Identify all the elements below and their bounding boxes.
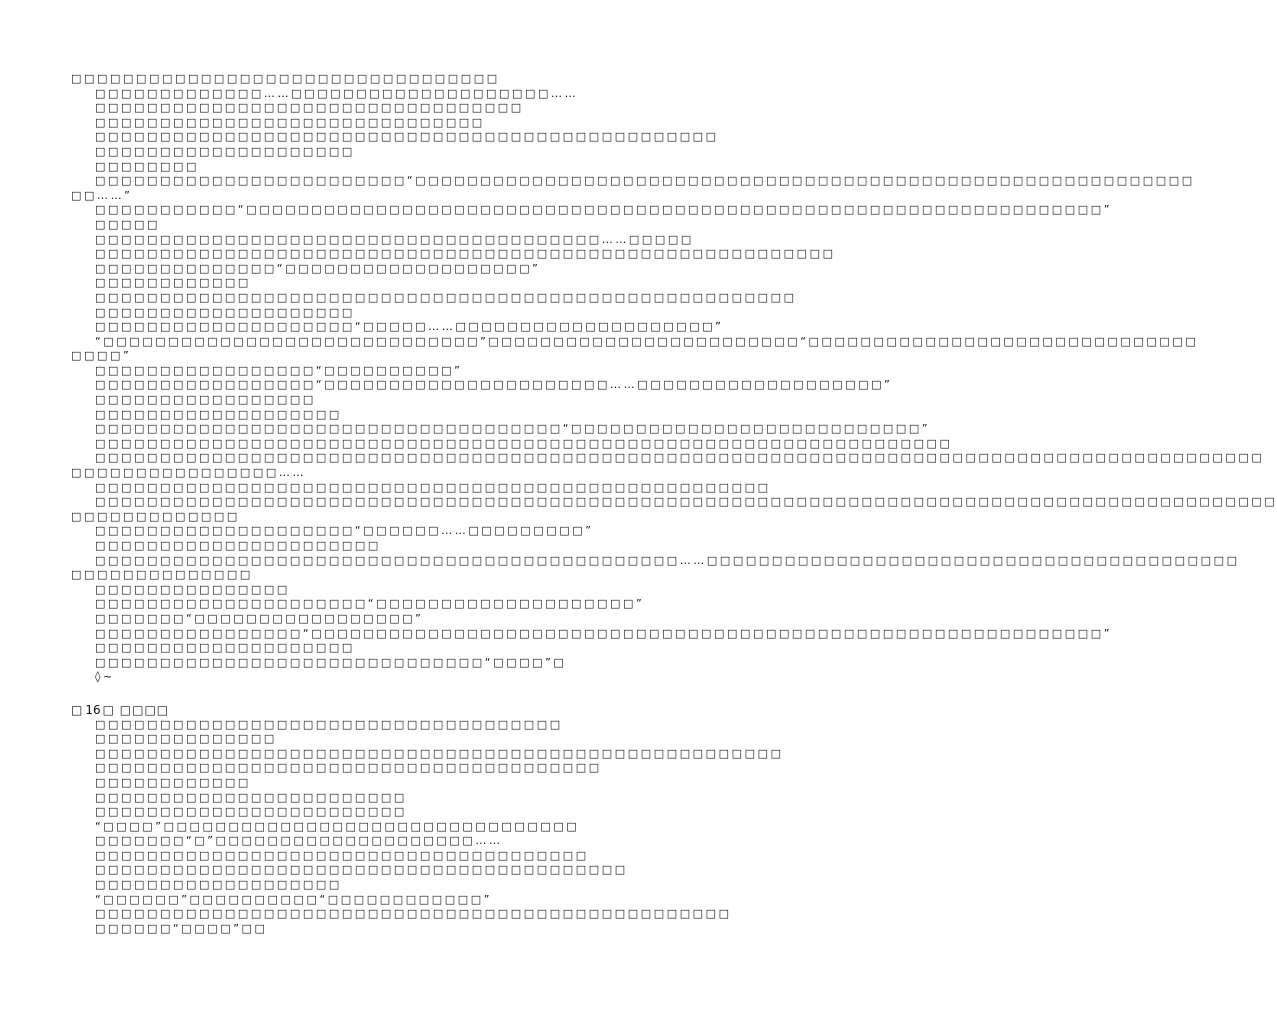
chapter-prefix: □	[71, 702, 84, 717]
text-line: □□□□□□□□□□□□□□□□□□□□□□□□□□□□□□□□□□□□□□□□□□□□□□□□□□□□□□□□□□□□□□□□□□□□□□□□□□□□□□□□□□□□□□□□□□□	[95, 495, 1277, 509]
text-line: □□□□□□□□□□□□□□□□□□□□□□□□□□□□□□□□□□□□	[95, 717, 563, 731]
text-line: □□□□□□□□□□□□□□□□□□□□□□□□□□□□□□□□□□□□□□□□□□□□□□□□□□□□□□□□□□□□□□□□□□□□□□□□□□□□□□□□□□□□□□□□□□	[95, 451, 1265, 465]
text-line: □□□□□□□□□□□□□□□□□□□□□□□□□□□□□□□□□□□□□□□□□□□□□□□□□□□□□□□□□□□□□□□□□□	[95, 436, 953, 450]
text-line: □□□□□□□□□□□□□□□□□□□□□□□□□□□□□□□□□□□□“□□□□□□□□□□□□□□□□□□□□□□□□□□□”	[95, 422, 931, 436]
text-line: □□□□□□□□□□□□□□□□……	[71, 466, 307, 480]
text-line: “□□□□□□□□□□□□□□□□□□□□□□□□□□□□□”□□□□□□□□□□□□□□□□□□□□□□□□“□□□□□□□□□□□□□□□□□□□□□□□□□□□□□□	[95, 334, 1199, 348]
text-line: □□□□□□□□□□□□□□	[95, 732, 277, 746]
document-page	[71, 72, 1277, 936]
text-line: □□□□□□□□□□□□	[95, 775, 251, 789]
text-line: □□□□□□□□	[95, 159, 199, 173]
text-line: “□□□□”□□□□□□□□□□□□□□□□□□□□□□□□□□□□□□□□	[95, 819, 580, 833]
text-line: □□□□□□□□□□□□□□□□□□□□□□□□□□□□□□□□□□□□□□□□□□□□□□□□□□□□□□	[95, 290, 797, 304]
text-line: □□□□□□□□□□□□□	[71, 509, 240, 523]
text-line: □□□□□□□□□□□□□□□□□	[95, 393, 316, 407]
text-line: □□□□□□□□□□□□□□□□□□□□□□□□□□□□□□□□□	[95, 101, 524, 115]
text-line: □□□□□□□“□□□□□□□□□□□□□□□□□”	[95, 611, 424, 625]
text-line: □□□□□□□□□□□□□□□□□□□□□□□□□□□□□□□□□□□□□□□□□□□□□□□□□□□□□	[95, 746, 784, 760]
text-line: □□□□□□□□□□□□□□□□□□□□□□□□□□□□□□□□□□□□□□□□□□□□□……□□□□□□□□□□□□□□□□□□□□□□□□□□□□□□□□□□□□□□□□□	[95, 553, 1240, 567]
text-line: □□□□□□□□□□□□□□	[71, 568, 253, 582]
text-line: □□□□”	[71, 349, 132, 363]
text-line: □□□□□□□□□□□□□□□□□□□□□□	[95, 539, 381, 552]
text-line: □□□□□□□□□□□□□□□□“□□□□□□□□□□□□□□□□□□□□□□□□□□□□□□□□□□□□□□□□□□□□□□□□□□□□□□□□□□□□□”	[95, 626, 1113, 640]
text-line: □□□□□□□“□”□□□□□□□□□□□□□□□□□□□□……	[95, 834, 503, 848]
text-line: □□□□□□□□□□□□□□□□□□□□□□□□“□□□□□□□□□□□□□□□□□□□□□□□□□□□□□□□□□□□□□□□□□□□□□□□□□□□□□□□□□□□□	[95, 174, 1195, 188]
text-line: □□□□□□□□□□□□□□□□□□□□	[95, 641, 355, 655]
chapter-title: □ □□□□	[102, 702, 170, 717]
text-line: □□□□□□□□□□□□□□□□□□□□□□□□□□□□□□□□□□□□□□□□□□□□□□□□□□□□	[95, 480, 771, 494]
text-line: □□□□□□□□□□□□□□□□□□□□	[95, 305, 355, 319]
chapter-heading	[71, 703, 701, 718]
text-line: □□□□□□□□□□□□□□□□□“□□□□□□□□□□□□□□□□□□□□□□……□□□□□□□□□□□□□□□□□□□”	[95, 378, 893, 392]
text-line: □□……”	[71, 188, 133, 202]
text-line: □□□□□□□□□□□□□□“□□□□□□□□□□□□□□□□□□□”	[95, 261, 541, 275]
text-line: □□□□□□□□□□□“□□□□□□□□□□□□□□□□□□□□□□□□□□□□□□□□□□□□□□□□□□□□□□□□□□□□□□□□□□□□□□□□□□”	[95, 203, 1113, 217]
text-line: □□□□□□□□□□□□□□□	[95, 582, 290, 596]
text-line: □□□□□□□□□□□□□□□□□□□□□□□□	[95, 790, 407, 804]
text-line: “□□□□□□”□□□□□□□□□□“□□□□□□□□□□□□”	[95, 892, 493, 906]
text-block-before	[71, 72, 1277, 685]
text-line: □□□□□□□□□□□□□□□□□□□	[95, 878, 342, 892]
text-line: □□□□□□□□□□□□□……□□□□□□□□□□□□□□□□□□□□……	[95, 86, 579, 100]
text-line: □□□□□□□□□□□□□□□□□□□□□□□□□□□□□□□□□□□□□□□□□	[95, 863, 628, 877]
text-line: □□□□□□“□□□□”□□	[95, 921, 268, 935]
section-gap	[71, 685, 701, 703]
text-line: □□□□□□□□□□□□□□□□□“□□□□□□□□□□”	[95, 363, 463, 377]
text-line: □□□□□□□□□□□□□□□□□□□□□□□□□□□□□□□□□	[71, 72, 500, 85]
text-line: □□□□□□□□□□□□□□□□□□□□□□□□□□□□□□□□□□□□□□□	[95, 761, 602, 775]
text-line: □□□□□	[95, 217, 160, 231]
text-line: □□□□□□□□□□□□□□□□□□□□□□□□□□□□□□	[95, 115, 485, 129]
text-line: □□□□□□□□□□□□□□□□□□□□	[95, 144, 355, 158]
text-block-after	[71, 717, 784, 937]
text-line: □□□□□□□□□□□□□□□□□□□□□□□□□□□□□□“□□□□”□	[95, 655, 567, 669]
text-line: □□□□□□□□□□□□□□□□□□□□□“□□□□□□□□□□□□□□□□□□□□”	[95, 597, 645, 611]
text-line: □□□□□□□□□□□□□□□□□□□□□□□□□□□□□□□□□□□□□□□□□□□□□□□□□	[95, 907, 732, 921]
text-line: □□□□□□□□□□□□□□□□□□□□□□□□□□□□□□□□□□□□□□□□□□□□□□□□□□□□□□□□□	[95, 247, 836, 261]
text-line: □□□□□□□□□□□□□□□□□□□□“□□□□□……□□□□□□□□□□□□□□□□□□□□”	[95, 320, 724, 334]
text-line: ◊~	[95, 670, 115, 684]
text-line: □□□□□□□□□□□□	[95, 276, 251, 290]
text-line: □□□□□□□□□□□□□□□□□□□□□□□□□□□□□□□□□□□□□□□……□□□□□	[95, 232, 694, 246]
text-line: □□□□□□□□□□□□□□□□□□□□□□□□□□□□□□□□□□□□□□	[95, 848, 589, 862]
chapter-number: 16	[85, 702, 101, 717]
text-line: □□□□□□□□□□□□□□□□□□□□“□□□□□□……□□□□□□□□□”	[95, 524, 594, 538]
text-line: □□□□□□□□□□□□□□□□□□□	[95, 407, 342, 421]
text-line: □□□□□□□□□□□□□□□□□□□□□□□□□□□□□□□□□□□□□□□□□□□□□□□□	[95, 130, 719, 144]
text-line: □□□□□□□□□□□□□□□□□□□□□□□□	[95, 805, 407, 819]
